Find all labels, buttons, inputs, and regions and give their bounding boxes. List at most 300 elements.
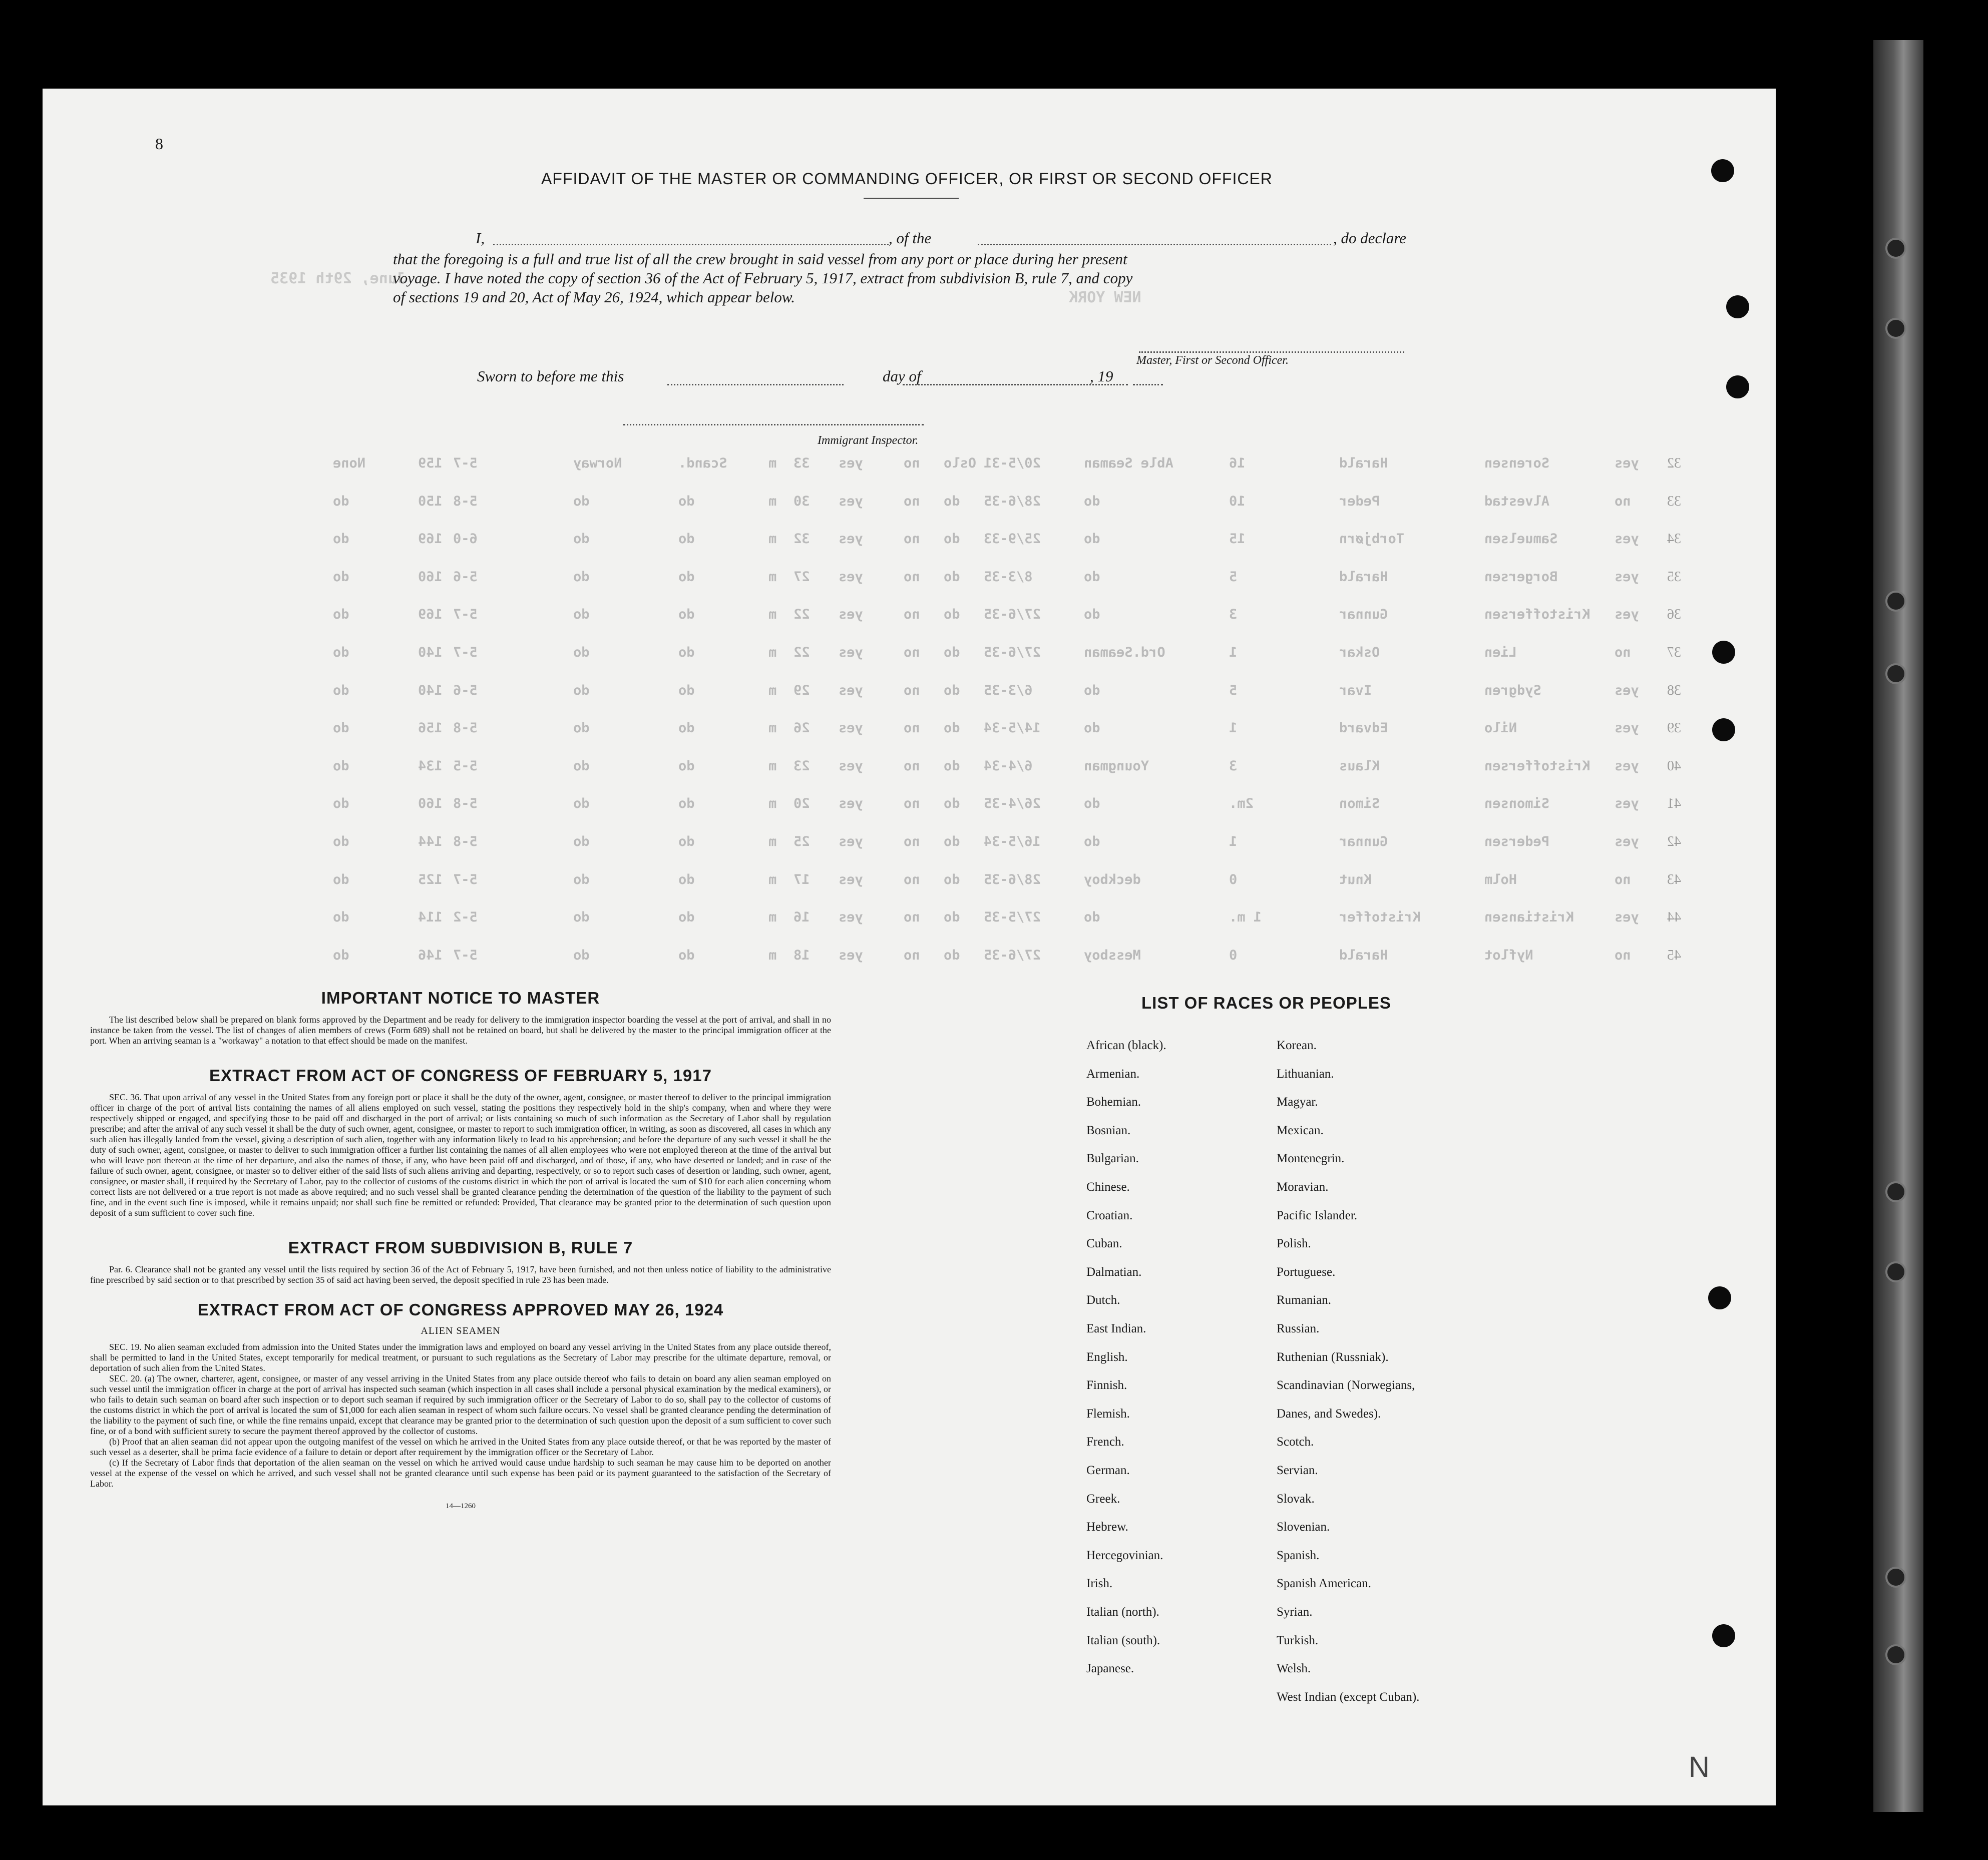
bleed-height: 5-6 [453, 569, 478, 585]
bleed-height: 5-7 [453, 947, 478, 963]
bleed-nat: do [678, 493, 695, 509]
bleed-rating: deckboy [1084, 871, 1141, 887]
bleed-marks: do [333, 607, 349, 623]
bleed-num: 41 [1667, 796, 1681, 812]
bleed-date: 26/4-35 [984, 796, 1041, 812]
extract1917-title: EXTRACT FROM ACT OF CONGRESS OF FEBRUARY 5, 1917 [209, 1066, 712, 1085]
title-rule [864, 198, 959, 199]
bleed-port: do [944, 758, 960, 774]
bleed-given: Gunnar [1339, 607, 1388, 623]
bleed-months: 5 [1229, 682, 1238, 698]
bleed-sex: m [768, 758, 777, 774]
bleed-num: 45 [1667, 947, 1681, 963]
bleed-p2: yes [839, 947, 863, 963]
bleed-sex: m [768, 531, 777, 547]
bleed-rating: do [1084, 682, 1100, 698]
bleed-p1: no [904, 871, 920, 887]
bleed-nat: do [678, 947, 695, 963]
race-item: Servian. [1277, 1464, 1318, 1477]
master-label: Master, First or Second Officer. [1136, 354, 1289, 367]
race-item: Mexican. [1277, 1123, 1324, 1137]
bleed-p1: no [904, 947, 920, 963]
bleed-date: 6/4-34 [984, 758, 1033, 774]
ghost-date: June, 29th 1935 [270, 270, 406, 287]
race-item: Scotch. [1277, 1435, 1314, 1449]
bleed-ok: no [1615, 947, 1631, 963]
race-item: Ruthenian (Russniak). [1277, 1350, 1389, 1364]
bleed-date: 20/5-31 [984, 455, 1041, 471]
bleed-country: do [573, 607, 590, 623]
race-item: East Indian. [1086, 1322, 1146, 1335]
bleed-port: do [944, 947, 960, 963]
bleed-p1: no [904, 720, 920, 736]
bleed-height: 5-8 [453, 720, 478, 736]
bleed-port: Oslo [944, 455, 977, 471]
binder-rivet [1885, 1261, 1906, 1282]
bleed-p2: yes [839, 834, 863, 849]
sec19-body: SEC. 19. No alien seaman excluded from admission into the United States under the immigration laws and employed on board any vessel arriving in the United States from any place outside thereof, shall be permitted to land in the United States, except temporarily for medical treatment, or pursuant to such regulations as the Secretary of Labor may prescribe for the ultimate departure, removal, or deportation of such alien from the United States. [90, 1342, 831, 1373]
bleed-height: 5-5 [453, 758, 478, 774]
bleed-weight: 140 [418, 682, 443, 698]
race-item: German. [1086, 1464, 1130, 1477]
notice-body: The list described below shall be prepared on blank forms approved by the Department and be ready for delivery to the immigration inspector boarding the vessel at the port of arrival, and shall in no instance be taken from the vessel. The list of changes of alien members of crews (Form 689) shall not be retained on board, but shall be delivered by the master to the principal immigration officer at the port. When an arriving seaman is a "workaway" a notation to that effect should be made on the manifest. [90, 1015, 831, 1046]
bleed-given: Knut [1339, 871, 1372, 887]
bleed-p1: no [904, 834, 920, 849]
bleed-ok: yes [1615, 720, 1639, 736]
bleed-weight: 144 [418, 834, 443, 849]
bleed-marks: do [333, 834, 349, 849]
bleed-ok: yes [1615, 682, 1639, 698]
bleed-height: 5-7 [453, 607, 478, 623]
bleed-surname: Kristoffersen [1484, 758, 1591, 774]
binder-hole [1712, 1624, 1735, 1647]
bleed-weight: 169 [418, 531, 443, 547]
bleed-p1: no [904, 682, 920, 698]
bleed-marks: do [333, 493, 349, 509]
binder-rivet [1885, 591, 1906, 612]
binder-rivet [1885, 1567, 1906, 1588]
bleed-num: 44 [1667, 909, 1681, 925]
sec20a-body: SEC. 20. (a) The owner, charterer, agent, consignee, or master of any vessel arriving in the United States from any place outside thereof who fails to detain on board any alien seaman employed on such vessel until the immigration officer in charge at the port of arrival has inspected such seaman (which inspection in all cases shall include a personal physical examination by the medical examiners), or who fails to detain such seaman on board after such inspection or to deport such seaman if required by such immigration officer or the Secretary of Labor to do so, shall pay to the collector of customs of the customs district in which the port of arrival is located the sum of $1,000 for each alien seaman in respect of whom such failure occurs. No vessel shall be granted clearance pending the determination of the liability to the payment of such fine, or while the fine remains unpaid, except that clearance may be granted prior to the determination of such question upon the deposit of a sum sufficient to cover such fine, or of a bond with sufficient surety to secure the payment thereof approved by the collector of customs. [90, 1373, 831, 1436]
bleed-port: do [944, 909, 960, 925]
bleed-marks: None [333, 455, 366, 471]
bleed-marks: do [333, 909, 349, 925]
extract1924-title: EXTRACT FROM ACT OF CONGRESS APPROVED MAY 26, 1924 [197, 1300, 724, 1319]
bleed-p2: yes [839, 455, 863, 471]
bleed-nat: do [678, 758, 695, 774]
bleed-sex: m [768, 834, 777, 849]
bleed-months: 5 [1229, 569, 1238, 585]
race-item: Finnish. [1086, 1378, 1127, 1392]
affidavit-line2: that the foregoing is a full and true list of all the crew brought in said vessel from any port or place during her present [393, 250, 1127, 268]
bleed-ok: yes [1615, 569, 1639, 585]
bleed-weight: 140 [418, 645, 443, 660]
race-item: Portuguese. [1277, 1265, 1336, 1279]
sec20b-body: (b) Proof that an alien seaman did not appear upon the outgoing manifest of the vessel on which he arrived in the United States from any place outside thereof, or that he was reported by the master of such vessel as a deserter, shall be prima facie evidence of a failure to detain or deport after requirement by the immigration officer or the Secretary of Labor. [90, 1437, 831, 1457]
race-item: Rumanian. [1277, 1293, 1332, 1307]
bleed-date: 25/9-33 [984, 531, 1041, 547]
sworn-year-field[interactable] [1133, 384, 1163, 385]
bleed-date: 27/5-35 [984, 909, 1041, 925]
bleed-p2: yes [839, 531, 863, 547]
race-item: Chinese. [1086, 1180, 1130, 1194]
bleed-num: 35 [1667, 569, 1681, 585]
binder-hole [1711, 159, 1734, 182]
bleed-months: 1 [1229, 720, 1238, 736]
bleed-p1: no [904, 758, 920, 774]
bleed-marks: do [333, 720, 349, 736]
bleed-country: do [573, 834, 590, 849]
affidavit-line4: of sections 19 and 20, Act of May 26, 1924, which appear below. [393, 288, 796, 306]
binder-rivet [1885, 1181, 1906, 1202]
bleed-height: 5-8 [453, 796, 478, 812]
bleed-ok: yes [1615, 796, 1639, 812]
bleed-height: 6-0 [453, 531, 478, 547]
race-item: Hercegovinian. [1086, 1548, 1163, 1562]
form-number: 14—1260 [446, 1502, 476, 1510]
bleed-date: 27/6-35 [984, 947, 1041, 963]
bleed-date: 14/5-34 [984, 720, 1041, 736]
bleed-months: 15 [1229, 531, 1246, 547]
bleed-given: Edvard [1339, 720, 1388, 736]
race-item: African (black). [1086, 1039, 1166, 1052]
bleed-marks: do [333, 796, 349, 812]
bleed-nat: do [678, 796, 695, 812]
bleed-country: do [573, 569, 590, 585]
inspector-signature-field[interactable] [623, 424, 924, 425]
bleed-p2: yes [839, 645, 863, 660]
bleed-num: 38 [1667, 682, 1681, 698]
bleed-surname: Holm [1484, 871, 1517, 887]
bleed-p2: yes [839, 871, 863, 887]
race-item: Cuban. [1086, 1237, 1122, 1251]
bleed-p2: yes [839, 909, 863, 925]
bleed-age: 32 [793, 531, 810, 547]
bleed-nat: Scand. [678, 455, 727, 471]
race-item: Moravian. [1277, 1180, 1329, 1194]
race-item: Flemish. [1086, 1407, 1130, 1421]
bleed-nat: do [678, 720, 695, 736]
race-item: Dutch. [1086, 1293, 1120, 1307]
race-item: Korean. [1277, 1039, 1317, 1052]
race-item: Greek. [1086, 1492, 1120, 1506]
sworn-year: , 19 [1090, 367, 1113, 385]
bleed-given: Torbjørn [1339, 531, 1405, 547]
bleed-sex: m [768, 796, 777, 812]
bleed-weight: 146 [418, 947, 443, 963]
bleed-age: 16 [793, 909, 810, 925]
race-item: Pacific Islander. [1277, 1208, 1358, 1222]
bleed-age: 22 [793, 645, 810, 660]
race-item: Welsh. [1277, 1662, 1311, 1676]
bleed-port: do [944, 531, 960, 547]
bleed-marks: do [333, 758, 349, 774]
bleed-months: 1 [1229, 834, 1238, 849]
race-item: Scandinavian (Norwegians, [1277, 1378, 1415, 1392]
bleed-height: 5-7 [453, 871, 478, 887]
affidavit-of-the: , of the [889, 229, 932, 247]
bleed-num: 43 [1667, 871, 1681, 887]
bleed-months: 3 [1229, 607, 1238, 623]
bleed-weight: 160 [418, 569, 443, 585]
bleed-given: Peder [1339, 493, 1380, 509]
race-item: Lithuanian. [1277, 1067, 1334, 1081]
race-item: French. [1086, 1435, 1124, 1449]
bleed-surname: Sydgren [1484, 682, 1541, 698]
bleed-marks: do [333, 645, 349, 660]
bleed-sex: m [768, 645, 777, 660]
race-item: West Indian (except Cuban). [1277, 1690, 1420, 1704]
race-item: Magyar. [1277, 1095, 1318, 1109]
bleed-marks: do [333, 569, 349, 585]
bleed-given: Klaus [1339, 758, 1380, 774]
bleed-p2: yes [839, 758, 863, 774]
bleed-nat: do [678, 531, 695, 547]
affidavit-line3: voyage. I have noted the copy of section 36 of the Act of February 5, 1917, extract from subdivision B, rule 7, and copy [393, 269, 1133, 287]
bleed-surname: Simonsen [1484, 796, 1550, 812]
notices-column [90, 989, 891, 1511]
bleed-rating: do [1084, 909, 1100, 925]
bleed-marks: do [333, 871, 349, 887]
bleed-surname: Alvestad [1484, 493, 1550, 509]
bleed-weight: 134 [418, 758, 443, 774]
race-item: Montenegrin. [1277, 1152, 1345, 1166]
bleed-months: 0 [1229, 947, 1238, 963]
bleed-height: 5-8 [453, 493, 478, 509]
bleed-weight: 156 [418, 720, 443, 736]
race-item: English. [1086, 1350, 1128, 1364]
bleed-age: 18 [793, 947, 810, 963]
bleed-num: 33 [1667, 493, 1681, 509]
bleed-rating: do [1084, 569, 1100, 585]
bleed-ok: no [1615, 871, 1631, 887]
bleed-age: 23 [793, 758, 810, 774]
race-item: Bosnian. [1086, 1123, 1131, 1137]
rule7-body: Par. 6. Clearance shall not be granted any vessel until the lists required by section 36 of the Act of February 5, 1917, have been furnished, and not then unless notice of liability to the administrative fine prescribed by said section or to that prescribed by section 35 of said act having been served, the deposit specified in rule 23 has been made. [90, 1264, 831, 1285]
bleed-months: 2m. [1229, 796, 1254, 812]
bleed-p1: no [904, 645, 920, 660]
bleed-age: 33 [793, 455, 810, 471]
bleed-rating: do [1084, 493, 1100, 509]
race-item: Polish. [1277, 1237, 1311, 1251]
bleed-num: 36 [1667, 607, 1681, 623]
race-item: Croatian. [1086, 1208, 1133, 1222]
bleed-p2: yes [839, 569, 863, 585]
bleed-country: do [573, 720, 590, 736]
bleed-sex: m [768, 455, 777, 471]
bleed-p1: no [904, 607, 920, 623]
bleed-rating: do [1084, 531, 1100, 547]
bleed-p1: no [904, 909, 920, 925]
affidavit-title: AFFIDAVIT OF THE MASTER OR COMMANDING OFFICER, OR FIRST OR SECOND OFFICER [541, 170, 1273, 188]
bleed-age: 17 [793, 871, 810, 887]
bleed-age: 29 [793, 682, 810, 698]
bleed-port: do [944, 493, 960, 509]
bleed-ok: yes [1615, 909, 1639, 925]
bleed-nat: do [678, 569, 695, 585]
binder-rivet [1885, 318, 1906, 339]
bleed-months: 1 [1229, 645, 1238, 660]
race-item: Dalmatian. [1086, 1265, 1142, 1279]
bleed-rating: do [1084, 796, 1100, 812]
vessel-name-field[interactable] [978, 244, 1331, 245]
bleed-height: 5-8 [453, 834, 478, 849]
bleed-surname: Borgersen [1484, 569, 1558, 585]
bleed-age: 22 [793, 607, 810, 623]
bleed-months: 1 m. [1229, 909, 1262, 925]
bleed-date: 27/6-35 [984, 645, 1041, 660]
bleed-months: 3 [1229, 758, 1238, 774]
bleed-country: do [573, 871, 590, 887]
bleed-weight: 150 [418, 493, 443, 509]
race-item: Danes, and Swedes). [1277, 1407, 1381, 1421]
bleed-rating: Able Seaman [1084, 455, 1173, 471]
affidavit-declare: , do declare [1333, 229, 1407, 247]
bleed-ok: yes [1615, 531, 1639, 547]
sworn-line: Sworn to before me this [477, 367, 624, 385]
rule7-title: EXTRACT FROM SUBDIVISION B, RULE 7 [288, 1238, 633, 1257]
bleed-country: do [573, 796, 590, 812]
race-item: Slovak. [1277, 1492, 1315, 1506]
bleed-ok: no [1615, 645, 1631, 660]
bleed-country: do [573, 909, 590, 925]
bleed-age: 26 [793, 720, 810, 736]
bleed-port: do [944, 871, 960, 887]
race-item: Italian (south). [1086, 1633, 1160, 1647]
bleed-port: do [944, 682, 960, 698]
bleed-date: 28/6-35 [984, 871, 1041, 887]
bleed-marks: do [333, 947, 349, 963]
sworn-day-field[interactable] [667, 384, 844, 385]
bleed-nat: do [678, 645, 695, 660]
bleed-height: 5-6 [453, 682, 478, 698]
binder-rivet [1885, 238, 1906, 259]
bleed-p1: no [904, 493, 920, 509]
bleed-num: 32 [1667, 455, 1681, 471]
bleed-num: 39 [1667, 720, 1681, 736]
binder-hole [1726, 295, 1749, 318]
bleed-country: do [573, 531, 590, 547]
bleed-port: do [944, 720, 960, 736]
bleed-date: 8/3-35 [984, 569, 1033, 585]
bleed-p2: yes [839, 796, 863, 812]
sec20c-body: (c) If the Secretary of Labor finds that deportation of the alien seaman on the vessel on which he arrived would cause undue hardship to such seaman he may cause him to be deported on another vessel at the expense of the vessel on which he arrived, and such vessel shall not be granted clearance until such expense has been paid or its payment guaranteed to the satisfaction of the Secretary of Labor. [90, 1458, 831, 1489]
bleed-date: 28/6-35 [984, 493, 1041, 509]
race-item: Bohemian. [1086, 1095, 1141, 1109]
bleed-num: 34 [1667, 531, 1681, 547]
bleed-port: do [944, 607, 960, 623]
bleed-surname: Kristiansen [1484, 909, 1574, 925]
master-signature-field[interactable] [1139, 351, 1404, 353]
race-item: Japanese. [1086, 1662, 1134, 1676]
bleed-sex: m [768, 947, 777, 963]
race-item: Russian. [1277, 1322, 1320, 1335]
bleed-given: Kristoffer [1339, 909, 1421, 925]
race-item: Spanish American. [1277, 1577, 1371, 1591]
bleed-rating: Messboy [1084, 947, 1141, 963]
bleed-port: do [944, 834, 960, 849]
bleed-height: 5-7 [453, 455, 478, 471]
bleed-weight: 160 [418, 796, 443, 812]
races-title: LIST OF RACES OR PEOPLES [1141, 994, 1391, 1012]
bleed-marks: do [333, 682, 349, 698]
page-number: 8 [155, 135, 163, 153]
bleed-months: 10 [1229, 493, 1246, 509]
bleed-date: 27/6-35 [984, 607, 1041, 623]
bleed-given: Harald [1339, 455, 1388, 471]
bleed-num: 37 [1667, 645, 1681, 660]
race-item: Slovenian. [1277, 1520, 1330, 1534]
bleed-sex: m [768, 569, 777, 585]
bleed-weight: 169 [418, 607, 443, 623]
bleed-nat: do [678, 834, 695, 849]
ghost-port: NEW YORK [1069, 289, 1141, 306]
bleed-sex: m [768, 871, 777, 887]
bleed-height: 5-2 [453, 909, 478, 925]
bleed-weight: 159 [418, 455, 443, 471]
binder-hole [1726, 375, 1749, 398]
race-item: Spanish. [1277, 1548, 1320, 1562]
master-name-field[interactable] [493, 244, 889, 245]
bleed-given: Gunnar [1339, 834, 1388, 849]
race-item: Italian (north). [1086, 1605, 1159, 1619]
binder-hole [1712, 641, 1735, 664]
bleed-p1: no [904, 455, 920, 471]
race-item: Bulgarian. [1086, 1152, 1139, 1166]
bleed-nat: do [678, 682, 695, 698]
bleed-sex: m [768, 607, 777, 623]
race-item: Turkish. [1277, 1633, 1319, 1647]
race-item: Hebrew. [1086, 1520, 1128, 1534]
bleed-rating: do [1084, 607, 1100, 623]
bleed-nat: do [678, 909, 695, 925]
bleed-country: do [573, 493, 590, 509]
bleed-date: 6/3-35 [984, 682, 1033, 698]
bleed-rating: Youngman [1084, 758, 1149, 774]
bleed-surname: Sorensen [1484, 455, 1550, 471]
race-item: Armenian. [1086, 1067, 1140, 1081]
bleed-given: Simon [1339, 796, 1380, 812]
bleed-age: 27 [793, 569, 810, 585]
bleed-rating: do [1084, 720, 1100, 736]
bleed-rating: do [1084, 834, 1100, 849]
bleed-surname: Nilo [1484, 720, 1517, 736]
bleed-p1: no [904, 569, 920, 585]
bleed-ok: no [1615, 493, 1631, 509]
inspector-label: Immigrant Inspector. [818, 434, 919, 447]
bleed-weight: 114 [418, 909, 443, 925]
bleed-marks: do [333, 531, 349, 547]
bleed-weight: 125 [418, 871, 443, 887]
bleed-num: 40 [1667, 758, 1681, 774]
bleed-surname: Samuelsen [1484, 531, 1558, 547]
binder-rivet [1885, 1644, 1906, 1665]
bleed-surname: Pedersen [1484, 834, 1550, 849]
bleed-ok: yes [1615, 455, 1639, 471]
bleed-num: 42 [1667, 834, 1681, 849]
bleed-sex: m [768, 493, 777, 509]
bleed-p2: yes [839, 493, 863, 509]
bleed-given: Oskar [1339, 645, 1380, 660]
bleed-ok: yes [1615, 607, 1639, 623]
bleed-height: 5-7 [453, 645, 478, 660]
bleed-port: do [944, 569, 960, 585]
bleed-ok: yes [1615, 834, 1639, 849]
alien-seamen-subtitle: ALIEN SEAMEN [421, 1325, 501, 1336]
bleed-months: 0 [1229, 871, 1238, 887]
binder-hole [1712, 718, 1735, 741]
bleed-surname: Kristoffersen [1484, 607, 1591, 623]
